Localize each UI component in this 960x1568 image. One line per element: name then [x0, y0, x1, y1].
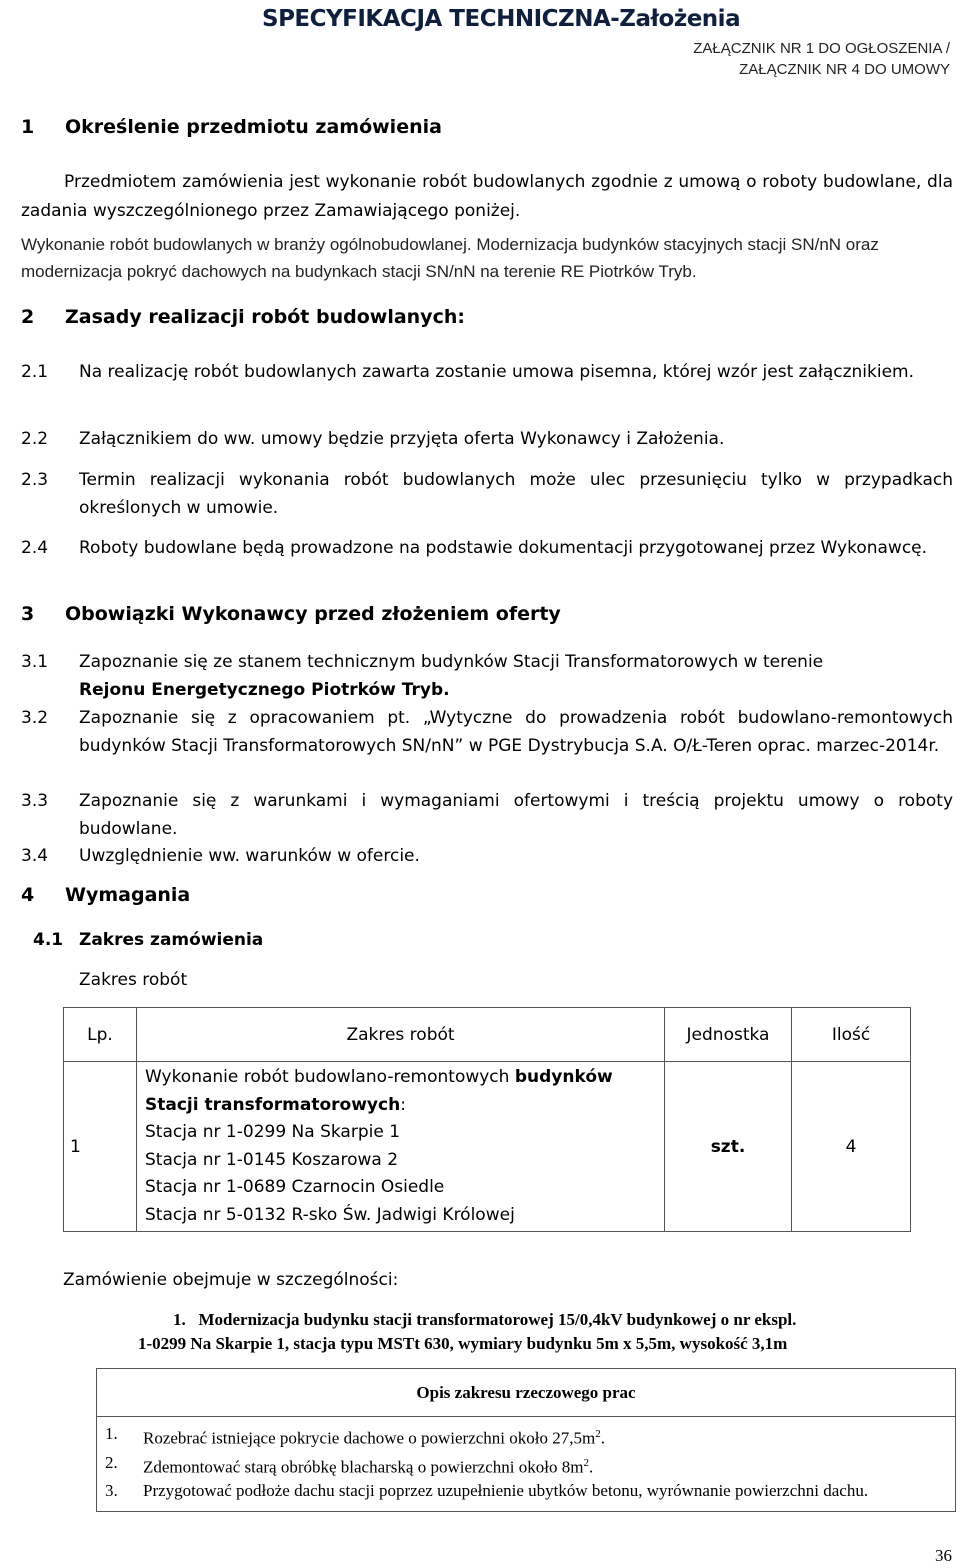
item-text: Uwzględnienie ww. warunków w ofercie.	[79, 846, 420, 866]
list-item	[105, 1422, 947, 1451]
section-number: 4	[21, 884, 35, 906]
item-number: 2.4	[21, 538, 49, 558]
item-number: 2.	[105, 1452, 118, 1472]
item-text: Roboty budowlane będą prowadzone na podstawie dokumentacji przygotowanej przez Wykonawcę.	[79, 538, 928, 558]
subsection-title: Zakres zamówienia	[79, 930, 264, 950]
list-item	[21, 787, 953, 843]
annex-label-1: ZAŁĄCZNIK NR 1 DO OGŁOSZENIA /	[693, 40, 950, 57]
superscript: 2	[583, 1456, 589, 1469]
section-2-heading	[21, 306, 465, 328]
page-number: 36	[935, 1546, 952, 1565]
section-title: Wymagania	[65, 884, 191, 906]
item-number: 2.1	[21, 362, 49, 382]
item-end: .	[600, 1428, 605, 1448]
item-text: Przygotować podłoże dachu stacji poprzez uzupełnienie ubytków betonu, wyrównanie powierzchni dachu.	[143, 1481, 869, 1501]
colon: :	[400, 1094, 406, 1115]
item-text: Zdemontować starą obróbkę blacharską o powierzchni około 8m	[143, 1457, 584, 1477]
section-title: Określenie przedmiotu zamówienia	[65, 116, 442, 138]
list-item	[21, 648, 953, 704]
opis-title: Opis zakresu rzeczowego prac	[97, 1369, 956, 1417]
cell-zakres	[137, 1062, 665, 1232]
scope-table	[63, 1007, 911, 1232]
item-number: 3.3	[21, 791, 49, 811]
table-row	[97, 1417, 956, 1512]
document-title: SPECYFIKACJA TECHNICZNA-Założenia	[262, 6, 741, 32]
subsection-number: 4.1	[33, 930, 64, 950]
work-description-bold: budynków	[514, 1067, 613, 1087]
work-description: Wykonanie robót budowlano-remontowych	[145, 1067, 515, 1087]
list-item	[21, 842, 953, 870]
work-description-table	[96, 1368, 956, 1512]
station-item: Stacja nr 1-0299 Na Skarpie 1	[145, 1122, 401, 1142]
section-3-heading	[21, 603, 561, 625]
station-type: Stacji transformatorowych	[145, 1094, 401, 1115]
item-number: 3.2	[21, 708, 49, 728]
item-number: 3.	[105, 1481, 118, 1501]
item-text: Zapoznanie się z opracowaniem pt. „Wytyczne do prowadzenia robót budowlano-remontowych budynków Stacji Transformatorowych SN/nN” w PGE Dystrybucja S.A. O/Ł-Teren oprac. marzec-2014r.	[79, 708, 953, 756]
item-number: 1.	[105, 1424, 118, 1443]
list-item	[21, 358, 953, 386]
list-item	[21, 704, 953, 760]
item-text: Zapoznanie się z warunkami i wymaganiami ofertowymi i treścią projektu umowy o roboty budowlane.	[79, 791, 953, 839]
item-text: Na realizację robót budowlanych zawarta zostanie umowa pisemna, której wzór jest załącznikiem.	[79, 362, 914, 382]
scope-intro: Zamówienie obejmuje w szczególności:	[63, 1270, 399, 1290]
cell-jednostka: szt.	[665, 1062, 792, 1232]
annex-label-2: ZAŁĄCZNIK NR 4 DO UMOWY	[739, 61, 950, 78]
item-text: Termin realizacji wykonania robót budowlanych może ulec przesunięciu tylko w przypadkach określonych w umowie.	[79, 470, 953, 518]
station-item: Stacja nr 1-0689 Czarnocin Osiedle	[145, 1177, 445, 1197]
table-header-row	[64, 1008, 911, 1062]
header-zakres: Zakres robót	[137, 1008, 665, 1062]
item-end: .	[588, 1457, 594, 1477]
header-jednostka: Jednostka	[665, 1008, 792, 1062]
table-header-row	[97, 1369, 956, 1417]
item-text: Zapoznanie się ze stanem technicznym budynków Stacji Transformatorowych w terenie	[79, 652, 824, 672]
scope-label: Zakres robót	[79, 970, 188, 990]
region-name: Rejonu Energetycznego Piotrków Tryb.	[79, 680, 450, 700]
item-number: 2.3	[21, 470, 49, 490]
list-item	[21, 425, 953, 453]
scope-item-text: Modernizacja budynku stacji transformatorowej 15/0,4kV budynkowej o nr ekspl.	[198, 1310, 797, 1329]
item-text: Rozebrać istniejące pokrycie dachowe o powierzchni około 27,5m	[143, 1428, 596, 1448]
table-row	[64, 1062, 911, 1232]
station-item: Stacja nr 1-0145 Koszarowa 2	[145, 1149, 399, 1170]
section-1-heading	[21, 116, 442, 138]
scope-item-number: 1.	[173, 1310, 186, 1329]
section-number: 1	[21, 116, 35, 138]
item-number: 3.4	[21, 846, 49, 866]
cell-ilosc: 4	[792, 1062, 911, 1232]
header-lp: Lp.	[64, 1008, 137, 1062]
list-item	[105, 1479, 947, 1503]
section-4-heading	[21, 884, 190, 906]
section-number: 3	[21, 603, 35, 625]
list-item	[105, 1451, 947, 1480]
header-ilosc: Ilość	[792, 1008, 911, 1062]
subsection-4-1-heading	[33, 930, 263, 950]
item-text: Załącznikiem do ww. umowy będzie przyjęta oferta Wykonawcy i Założenia.	[79, 429, 725, 449]
scope-item-line-1	[173, 1310, 796, 1330]
list-item	[21, 534, 953, 562]
scope-item-line-2: 1-0299 Na Skarpie 1, stacja typu MSTt 630, wymiary budynku 5m x 5,5m, wysokość 3,1m	[138, 1334, 788, 1353]
section-1-paragraph: Przedmiotem zamówienia jest wykonanie robót budowlanych zgodnie z umową o roboty budowlane, dla zadania wyszczególnionego przez Zamawiającego poniżej.	[21, 172, 953, 221]
section-title: Zasady realizacji robót budowlanych:	[65, 306, 465, 328]
item-number: 3.1	[21, 652, 49, 672]
section-title: Obowiązki Wykonawcy przed złożeniem oferty	[65, 603, 561, 625]
superscript: 2	[595, 1428, 601, 1440]
list-item	[21, 466, 953, 522]
section-1-scope-text: Wykonanie robót budowlanych w branży ogólnobudowlanej. Modernizacja budynków stacyjnych stacji SN/nN oraz modernizacja pokryć dachowych na budynkach stacji SN/nN na terenie RE Piotrków Tryb.	[21, 235, 879, 281]
item-number: 2.2	[21, 429, 49, 449]
cell-lp: 1	[64, 1062, 137, 1232]
station-item: Stacja nr 5-0132 R-sko Św. Jadwigi Królowej	[145, 1204, 515, 1225]
section-number: 2	[21, 306, 35, 328]
